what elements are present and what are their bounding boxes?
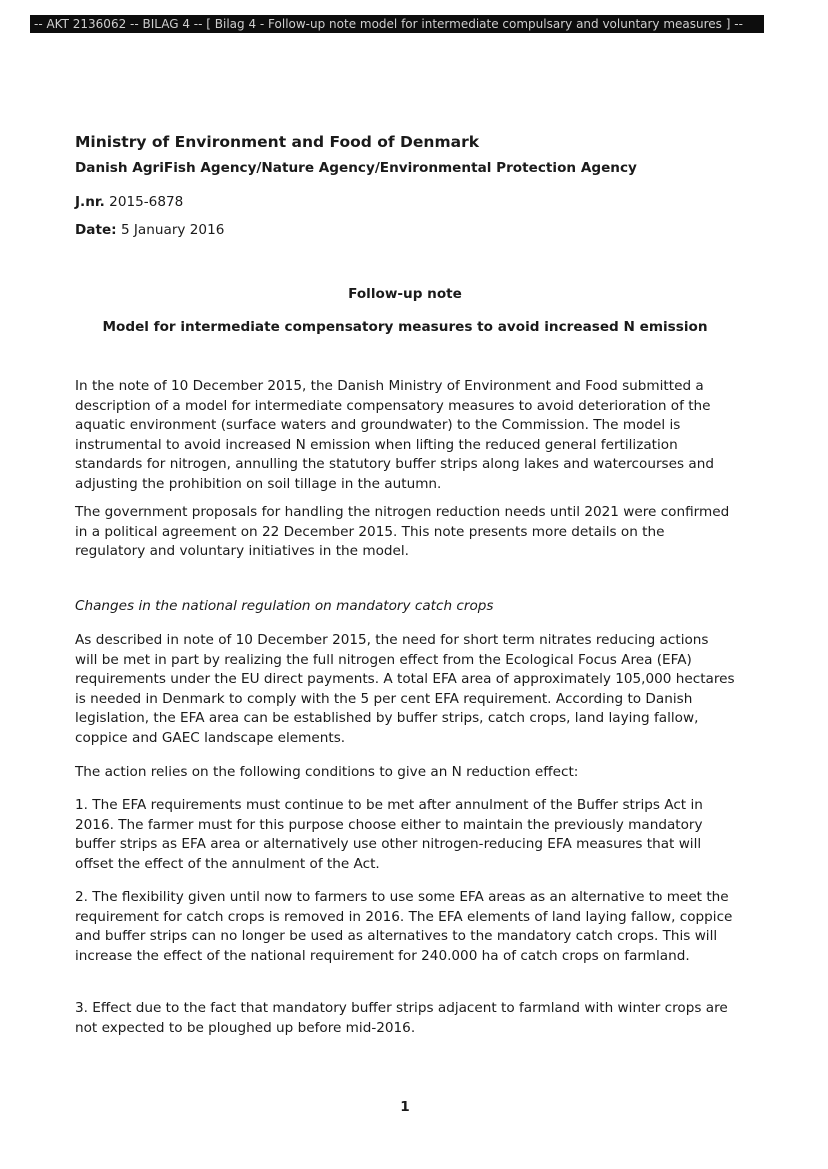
note-title: Follow-up note: [348, 286, 462, 302]
list-item-1: 1. The EFA requirements must continue to be met after annulment of the Buffer strips Act in 2016. The farmer must for this purpose choose either to maintain the previously mandatory buffer strips as EFA area or alternatively use other nitrogen-reducing EFA measures that will offset the effect of the annulment of the Act.: [75, 797, 703, 872]
date-label: Date:: [75, 222, 117, 238]
journal-number-label: J.nr.: [75, 194, 105, 210]
note-subtitle: Model for intermediate compensatory measures to avoid increased N emission: [102, 319, 708, 335]
ministry-heading: Ministry of Environment and Food of Denmark: [75, 133, 480, 151]
paragraph-conditions: The action relies on the following conditions to give an N reduction effect:: [75, 764, 579, 780]
document-date: [75, 222, 224, 238]
paragraph-agreement: The government proposals for handling the nitrogen reduction needs until 2021 were confirmed in a political agreement on 22 December 2015. This note presents more details on the regulatory and voluntary initiatives in the model.: [75, 504, 730, 560]
agencies-heading: Danish AgriFish Agency/Nature Agency/Environmental Protection Agency: [75, 160, 637, 176]
section-heading-catch-crops: Changes in the national regulation on mandatory catch crops: [75, 598, 494, 614]
page-number: 1: [400, 1099, 410, 1115]
document-header-bar: -- AKT 2136062 -- BILAG 4 -- [ Bilag 4 - Follow-up note model for intermediate compulsary and voluntary measures ] --: [30, 15, 764, 33]
journal-number-value: 2015-6878: [109, 194, 184, 210]
paragraph-efa: As described in note of 10 December 2015, the need for short term nitrates reducing actions will be met in part by realizing the full nitrogen effect from the Ecological Focus Area (EFA) requirements under the EU direct payments. A total EFA area of approximately 105,000 hectares is needed in Denmark to comply with the 5 per cent EFA requirement. According to Danish legislation, the EFA area can be established by buffer strips, catch crops, land laying fallow, coppice and GAEC landscape elements.: [75, 632, 735, 746]
journal-number: [75, 194, 183, 210]
date-value: 5 January 2016: [120, 222, 225, 238]
paragraph-intro: In the note of 10 December 2015, the Danish Ministry of Environment and Food submitted a description of a model for intermediate compensatory measures to avoid deterioration of the aquatic environment (surface waters and groundwater) to the Commission. The model is instrumental to avoid increased N emission when lifting the reduced general fertilization standards for nitrogen, annulling the statutory buffer strips along lakes and watercourses and adjusting the prohibition on soil tillage in the autumn.: [75, 378, 714, 492]
list-item-3: 3. Effect due to the fact that mandatory buffer strips adjacent to farmland with winter crops are not expected to be ploughed up before mid-2016.: [75, 1000, 728, 1036]
list-item-2: 2. The flexibility given until now to farmers to use some EFA areas as an alternative to meet the requirement for catch crops is removed in 2016. The EFA elements of land laying fallow, coppice and buffer strips can no longer be used as alternatives to the mandatory catch crops. This will increase the effect of the national requirement for 240.000 ha of catch crops on farmland.: [75, 889, 733, 964]
